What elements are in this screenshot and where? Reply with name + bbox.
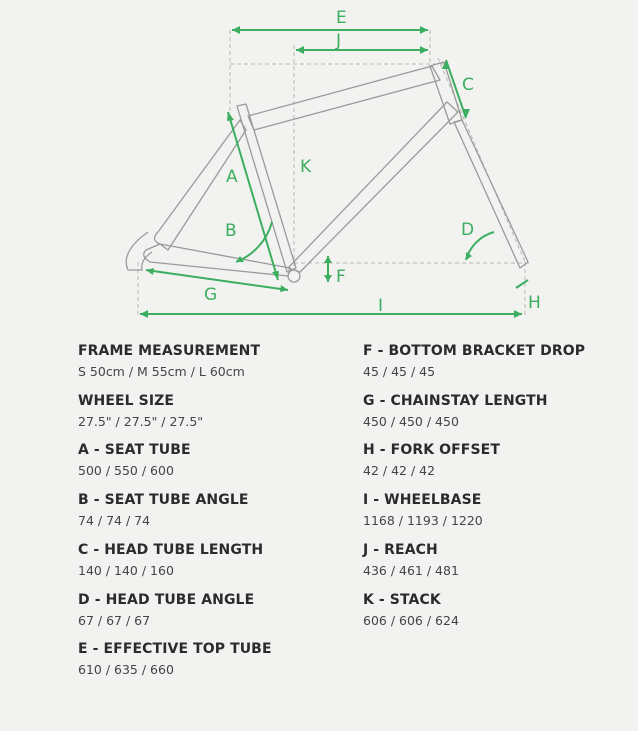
dim-label-i: I: [378, 296, 384, 316]
dim-label-b: B: [225, 221, 237, 241]
dim-label-j: J: [336, 31, 342, 51]
dim-label-d: D: [461, 220, 475, 240]
bike-geometry-diagram: [0, 0, 638, 330]
spec-chainstay-length: [363, 393, 548, 429]
spec-value: 450 / 450 / 450: [363, 414, 459, 429]
spec-label: J - REACH: [363, 542, 438, 558]
spec-value: 67 / 67 / 67: [78, 613, 151, 628]
spec-label: I - WHEELBASE: [363, 492, 482, 508]
spec-label: K - STACK: [363, 592, 441, 608]
spec-bottom-bracket-drop: [363, 343, 585, 379]
spec-fork-offset: [363, 442, 500, 478]
spec-value: 74 / 74 / 74: [78, 513, 151, 528]
down-tube: [288, 102, 458, 272]
spec-label: B - SEAT TUBE ANGLE: [78, 492, 249, 508]
top-tube: [248, 66, 440, 130]
spec-label: FRAME MEASUREMENT: [78, 343, 261, 359]
dim-h-line: [516, 280, 528, 288]
fork: [454, 120, 528, 268]
dim-label-k: K: [300, 157, 312, 177]
rear-dropout: [126, 232, 152, 270]
spec-label: E - EFFECTIVE TOP TUBE: [78, 641, 272, 657]
dim-label-a: A: [226, 167, 238, 187]
spec-label: H - FORK OFFSET: [363, 442, 500, 458]
spec-label: C - HEAD TUBE LENGTH: [78, 542, 264, 558]
spec-value: 610 / 635 / 660: [78, 662, 174, 677]
spec-stack: [363, 592, 459, 628]
dim-label-c: C: [462, 75, 474, 95]
spec-value: 140 / 140 / 160: [78, 563, 174, 578]
spec-value: S 50cm / M 55cm / L 60cm: [78, 364, 245, 379]
dim-label-g: G: [204, 285, 218, 305]
spec-reach: [363, 542, 459, 578]
spec-effective-top-tube: [78, 641, 272, 677]
spec-label: F - BOTTOM BRACKET DROP: [363, 343, 586, 359]
spec-wheelbase: [363, 492, 483, 528]
dim-a-line: [228, 112, 278, 280]
guide-steering-axis: [438, 58, 525, 262]
spec-head-tube-length: [78, 542, 263, 578]
spec-label: A - SEAT TUBE: [78, 442, 191, 458]
spec-value: 436 / 461 / 481: [363, 563, 459, 578]
dimension-arrowheads: [140, 26, 522, 318]
spec-value: 606 / 606 / 624: [363, 613, 459, 628]
dim-label-e: E: [336, 8, 347, 28]
spec-label: G - CHAINSTAY LENGTH: [363, 393, 548, 409]
spec-frame-measurement: [78, 343, 260, 379]
spec-head-tube-angle: [78, 592, 254, 628]
spec-value: 45 / 45 / 45: [363, 364, 436, 379]
spec-value: 42 / 42 / 42: [363, 463, 436, 478]
spec-value: 27.5" / 27.5" / 27.5": [78, 414, 204, 429]
spec-value: 500 / 550 / 600: [78, 463, 174, 478]
spec-label: D - HEAD TUBE ANGLE: [78, 592, 255, 608]
guide-lines: [138, 30, 530, 318]
spec-value: 1168 / 1193 / 1220: [363, 513, 483, 528]
dimension-lines: [140, 30, 528, 314]
bottom-bracket: [288, 270, 300, 282]
spec-wheel-size: [78, 393, 203, 429]
spec-label: WHEEL SIZE: [78, 393, 175, 409]
spec-seat-tube-angle: [78, 492, 249, 528]
bike-frame: [126, 62, 528, 282]
spec-seat-tube: [78, 442, 191, 478]
dim-label-h: H: [528, 293, 541, 313]
dim-label-f: F: [336, 267, 346, 287]
